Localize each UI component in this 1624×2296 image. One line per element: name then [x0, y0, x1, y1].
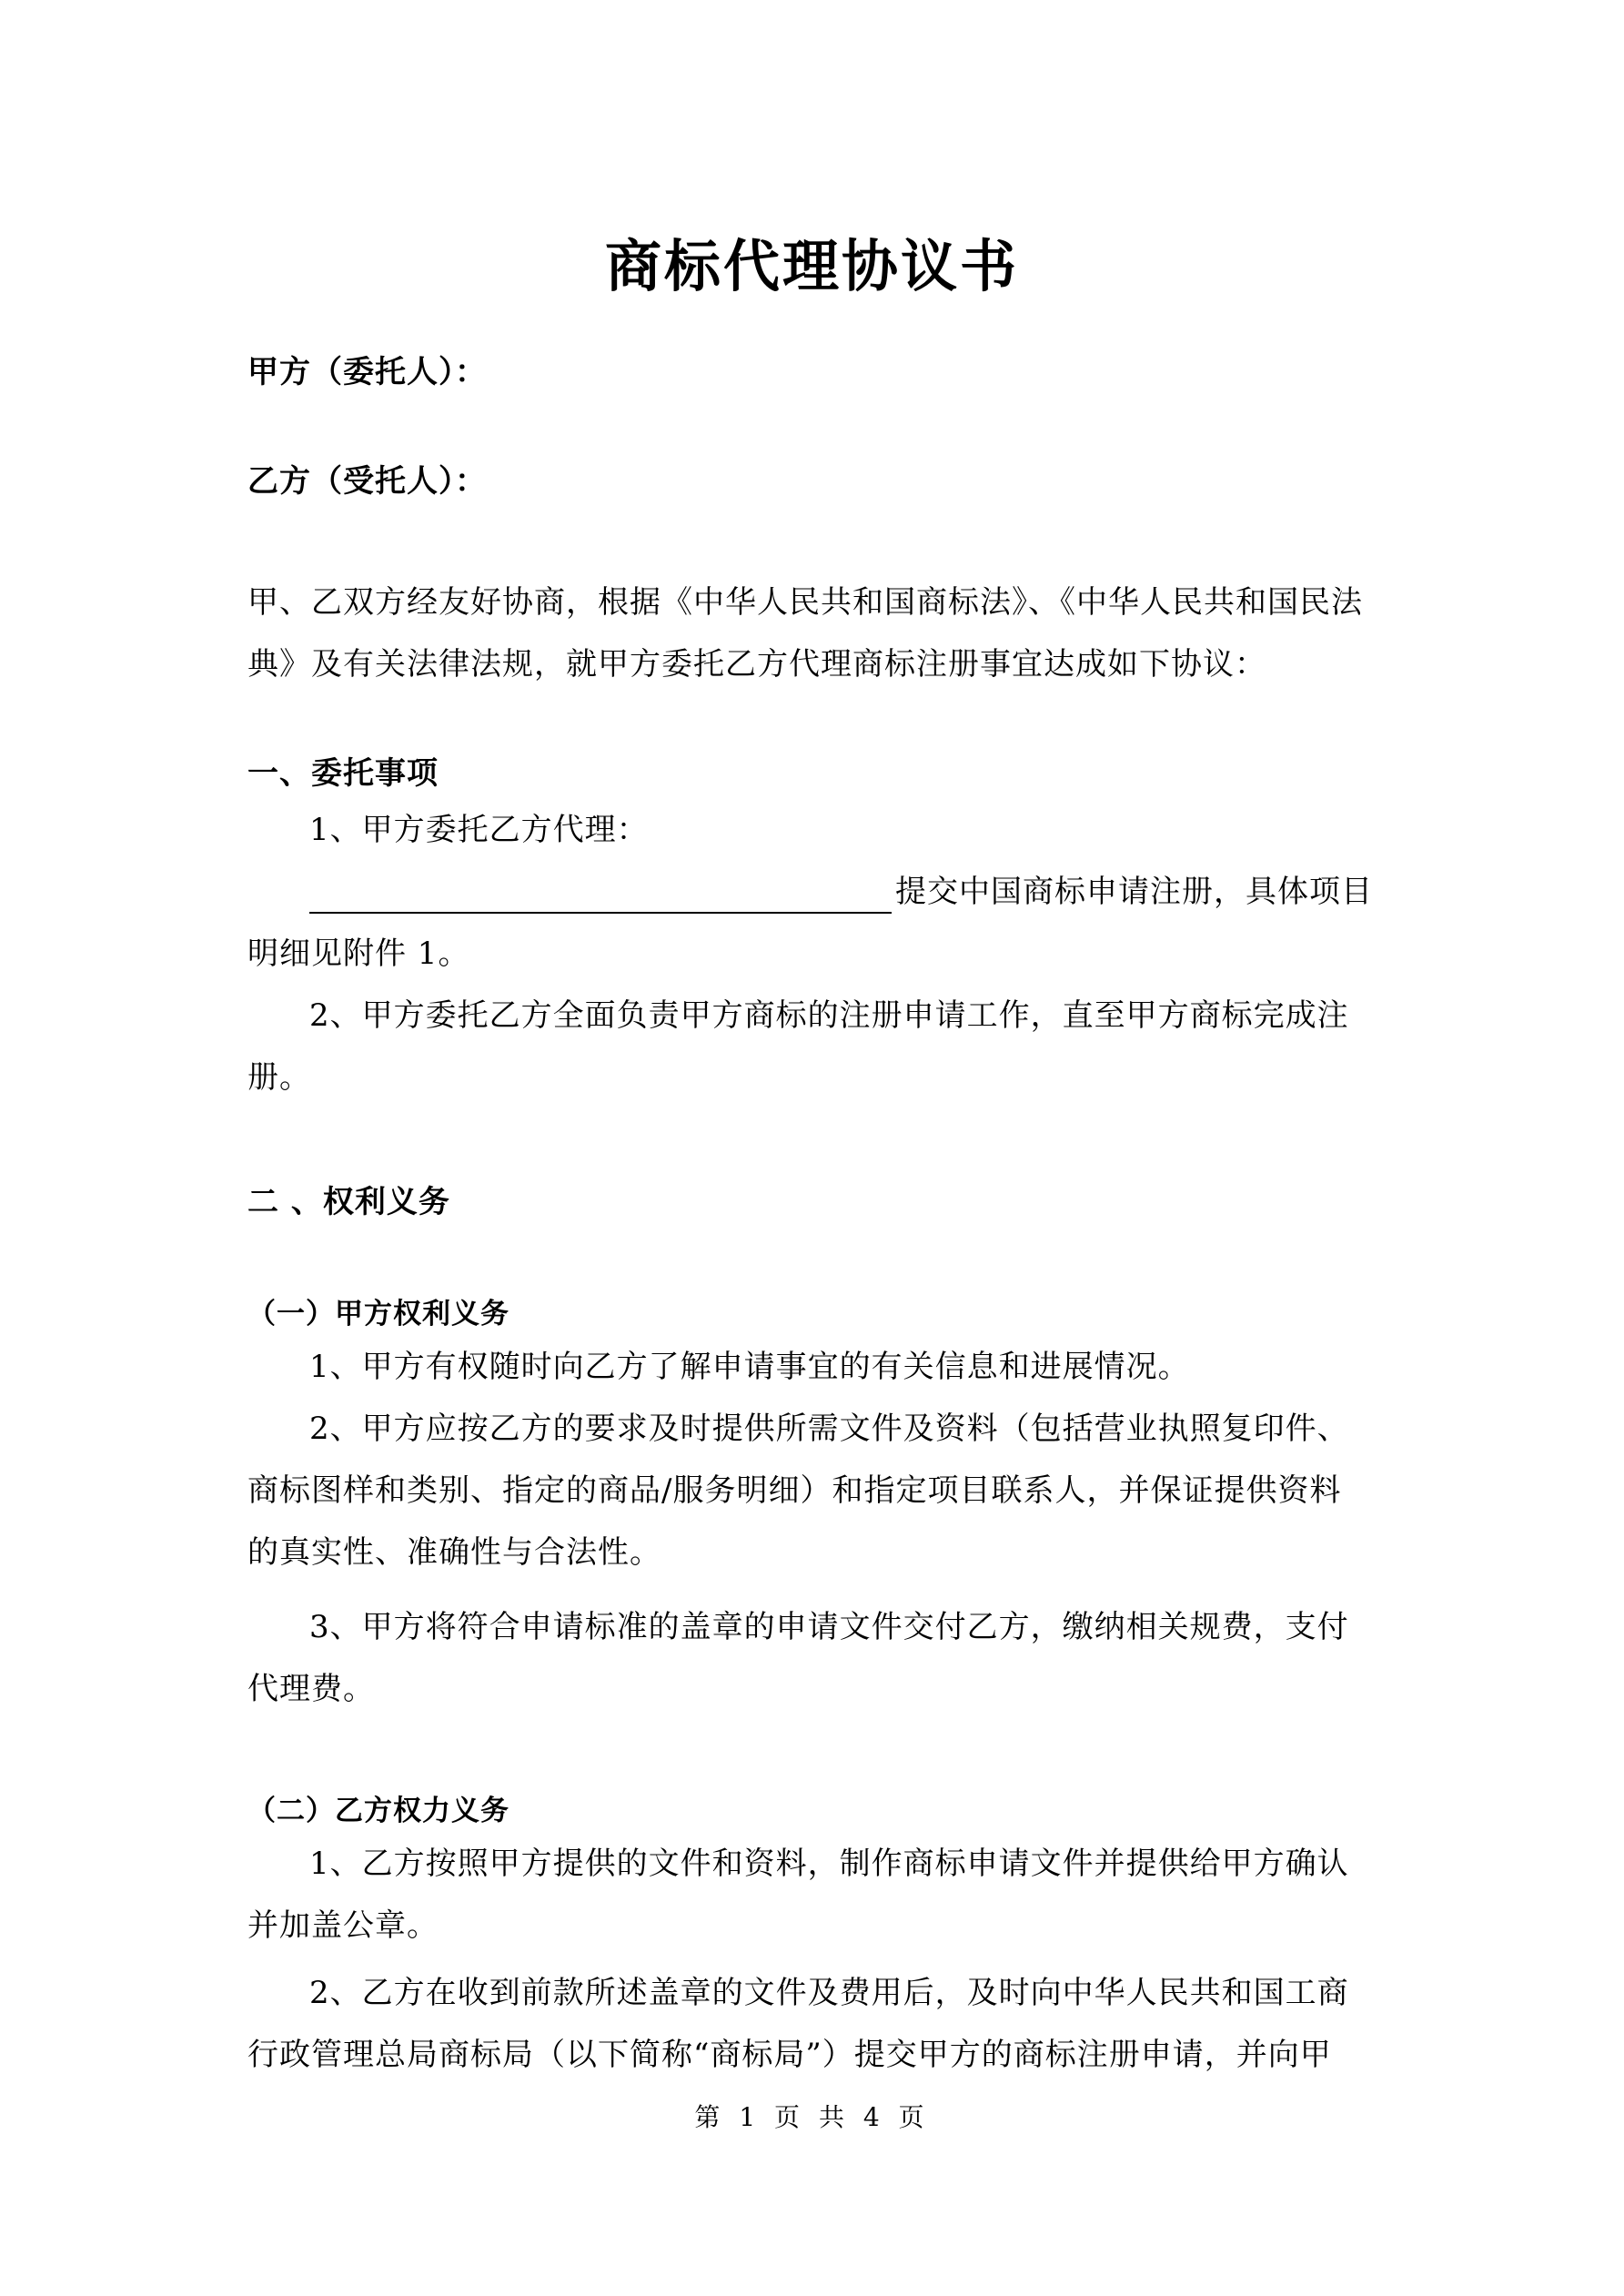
sub-a-item2-line-2: 商标图样和类别、指定的商品/服务明细）和指定项目联系人，并保证提供资料: [247, 1472, 1342, 1509]
sub-a-item3-line-1: 3、甲方将符合申请标准的盖章的申请文件交付乙方，缴纳相关规费，支付: [309, 1609, 1349, 1645]
section2-sub-b-heading: （二）乙方权力义务: [247, 1795, 509, 1827]
section1-item1-line-3: 明细见附件 1。: [247, 936, 470, 972]
sub-a-item2-line-1: 2、甲方应按乙方的要求及时提供所需文件及资料（包括营业执照复印件、: [309, 1411, 1349, 1447]
party-b-label: 乙方（受托人）：: [247, 463, 487, 500]
section1-item1-line-2-text: 提交中国商标申请注册，具体项目: [895, 874, 1373, 910]
sub-b-item1-line-2: 并加盖公章。: [247, 1907, 439, 1944]
section2-sub-a-heading: （一）甲方权利义务: [247, 1298, 509, 1330]
intro-paragraph-line-1: 甲、乙双方经友好协商，根据《中华人民共和国商标法》、《中华人民共和国民法: [247, 584, 1363, 621]
sub-a-item3-line-2: 代理费。: [247, 1671, 375, 1707]
section1-item2-line-1: 2、甲方委托乙方全面负责甲方商标的注册申请工作，直至甲方商标完成注: [309, 997, 1349, 1034]
document-title: 商标代理协议书: [604, 233, 1019, 299]
sub-a-item1: 1、甲方有权随时向乙方了解申请事宜的有关信息和进展情况。: [309, 1349, 1190, 1385]
section1-item2-line-2: 册。: [247, 1059, 311, 1096]
intro-paragraph-line-2: 典》及有关法律法规，就甲方委托乙方代理商标注册事宜达成如下协议：: [247, 646, 1266, 683]
sub-b-item2-line-1: 2、乙方在收到前款所述盖章的文件及费用后，及时向中华人民共和国工商: [309, 1975, 1349, 2011]
sub-b-item1-line-1: 1、乙方按照甲方提供的文件和资料，制作商标申请文件并提供给甲方确认: [309, 1846, 1349, 1882]
sub-a-item2-line-3: 的真实性、准确性与合法性。: [247, 1534, 661, 1571]
section2-heading: 二 、权利义务: [247, 1184, 450, 1220]
party-a-label: 甲方（委托人）：: [247, 354, 487, 390]
fill-in-blank: [309, 877, 892, 914]
section1-item1-line-1: 1、甲方委托乙方代理：: [309, 812, 649, 848]
section1-heading: 一、委托事项: [247, 755, 439, 792]
section1-item1-line-2: [309, 870, 1385, 914]
page-number-footer: 第 1 页 共 4 页: [694, 2102, 930, 2132]
sub-b-item2-line-2: 行政管理总局商标局（以下简称“商标局”）提交甲方的商标注册申请，并向甲: [247, 2037, 1332, 2073]
